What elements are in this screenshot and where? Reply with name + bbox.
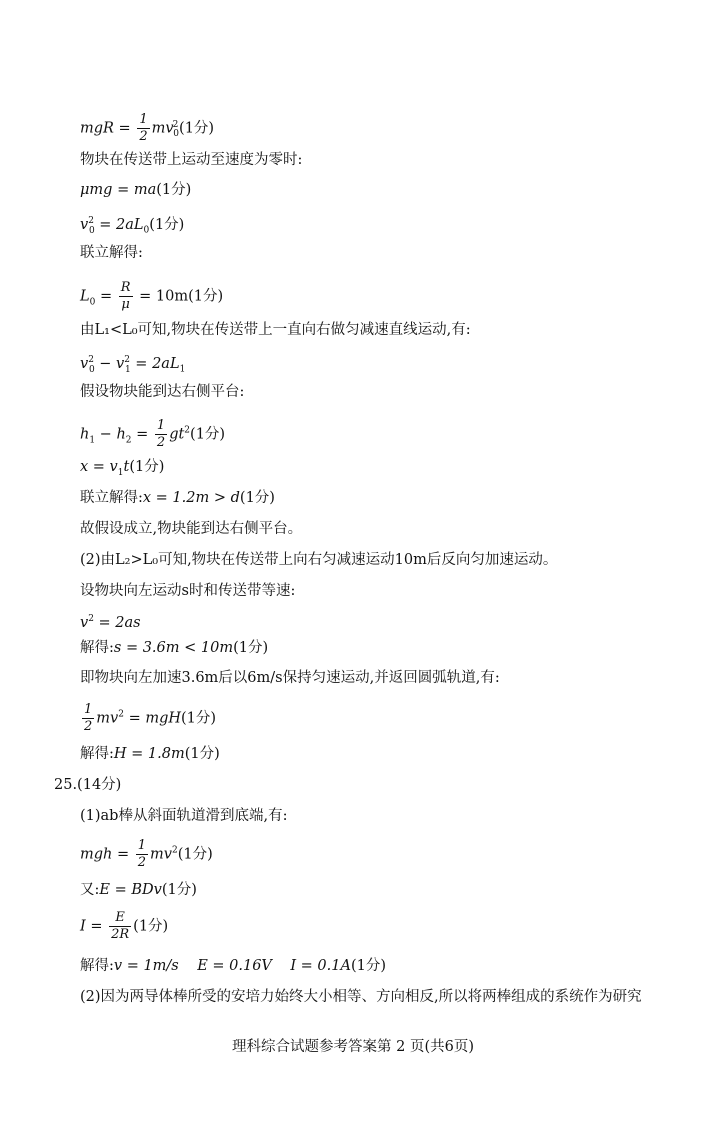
eq-line-25: I = $\frac{E}{2R}$ (1分) xyxy=(80,910,169,942)
eq-line-4: $v^2_0 = 2aL_0(1$分) xyxy=(80,216,185,236)
eq-line-16: $v^2 = 2as$ xyxy=(80,614,141,631)
eq-line-1: mgR = $\frac{1}{2}$ $mv^2_0(1$分) xyxy=(80,112,215,144)
page-footer: 理科综合试题参考答案第 2 页(共6页) xyxy=(232,1039,474,1055)
eq-line-26: 解得:v = 1m/s E = 0.16V I = 0.1A(1分) xyxy=(80,958,387,974)
text-line-7: 由L₁<L₀可知,物块在传送带上一直向右做匀减速直线运动,有: xyxy=(80,322,471,338)
question-heading: 25.(14分) xyxy=(54,777,122,793)
fraction: $\frac{1}{2}$ xyxy=(137,838,147,870)
fraction: $\frac{1}{2}$ xyxy=(139,112,148,144)
eq-line-20: 解得:H = 1.8m(1分) xyxy=(80,746,220,762)
eq-line-23: mgh = $\frac{1}{2}$ $mv^2(1$分) xyxy=(80,838,213,870)
fraction: $\frac{E}{2R}$ xyxy=(111,910,130,942)
eq-line-10: $h_1 - h_2$ = $\frac{1}{2}$ $gt^2(1$分) xyxy=(80,418,226,450)
fraction: $\frac{1}{2}$ xyxy=(84,702,93,734)
text-line-27: (2)因为两导体棒所受的安培力始终大小相等、方向相反,所以将两棒组成的系统作为研究 xyxy=(80,989,642,1005)
fraction: $\frac{1}{2}$ xyxy=(156,418,166,450)
text-line-18: 即物块向左加速3.6m后以6m/s保持匀速运动,并返回圆弧轨道,有: xyxy=(80,670,500,686)
fraction: $\frac{R}{\mu}$ xyxy=(120,280,131,312)
text-line-13: 故假设成立,物块能到达右侧平台。 xyxy=(80,521,303,537)
text-line-2: 物块在传送带上运动至速度为零时: xyxy=(80,152,303,168)
eq-line-8: $v^2_0 - v^2_1 = 2aL_1$ xyxy=(80,355,186,375)
eq-line-19: $\frac{1}{2}$ $mv^2 = mgH(1$分) xyxy=(84,702,217,734)
eq-line-6: $L_0$ = $\frac{R}{\mu}$ = 10m(1分) xyxy=(80,280,224,312)
eq-line-11: $x = v_1t(1$分) xyxy=(80,459,165,478)
text-line-5: 联立解得: xyxy=(80,245,143,261)
text-line-9: 假设物块能到达右侧平台: xyxy=(80,384,245,400)
text-line-15: 设物块向左运动s时和传送带等速: xyxy=(80,583,296,599)
eq-line-24: 又:E = BDv(1分) xyxy=(80,882,197,898)
eq-line-12: 联立解得:x = 1.2m > d(1分) xyxy=(80,490,275,506)
eq-line-3: μmg = ma(1分) xyxy=(80,182,192,198)
text-line-22: (1)ab棒从斜面轨道滑到底端,有: xyxy=(80,808,288,824)
eq-line-17: 解得:s = 3.6m < 10m(1分) xyxy=(80,640,269,656)
text-line-14: (2)由L₂>L₀可知,物块在传送带上向右匀减速运动10m后反向匀加速运动。 xyxy=(80,552,558,568)
